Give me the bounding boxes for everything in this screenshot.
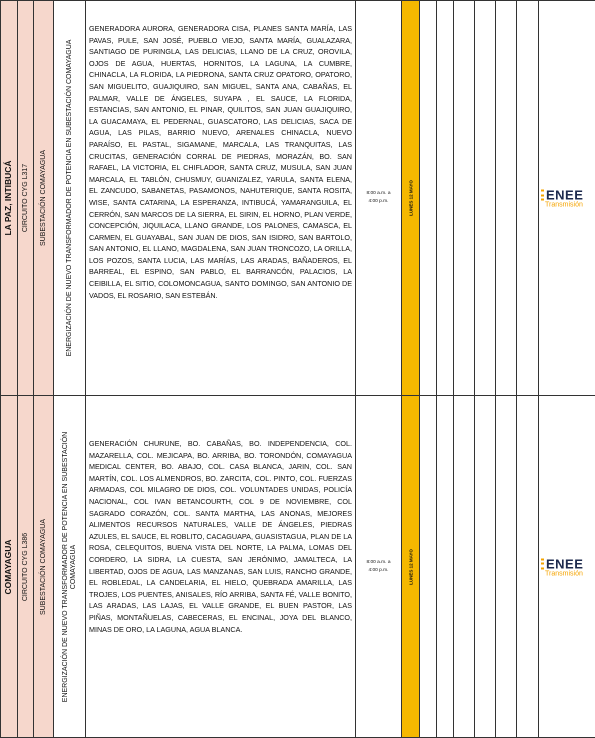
schedule-time xyxy=(356,559,401,575)
department-cell xyxy=(0,396,18,738)
empty-cell xyxy=(475,0,496,396)
substation-label: SUBESTACIÓN COMAYAGUA xyxy=(39,149,47,247)
empty-cell xyxy=(475,396,496,738)
circuit-label: CIRCUITO CYG L317 xyxy=(21,163,29,233)
work-description-line: ENERGIZACIÓN DE NUEVO TRANSFORMADOR DE POTENCIA EN SUBESTACIÓN xyxy=(61,431,69,702)
logo-cell xyxy=(539,396,595,738)
schedule-time-cell xyxy=(356,396,402,738)
circuit-label: CIRCUITO CYG L386 xyxy=(21,532,29,601)
work-description xyxy=(61,431,77,701)
substation-label: SUBESTACIÓN COMAYAGUA xyxy=(39,518,47,615)
affected-areas-cell xyxy=(86,396,356,738)
table-row xyxy=(0,396,595,738)
work-description xyxy=(65,40,73,357)
empty-cell xyxy=(437,396,454,738)
schedule-day-cell xyxy=(402,0,420,396)
department-label: LA PAZ, INTIBUCÁ xyxy=(3,160,14,236)
logo-cell xyxy=(539,0,595,396)
enee-logo xyxy=(541,188,595,209)
empty-cell xyxy=(496,396,517,738)
substation-cell xyxy=(34,396,54,738)
circuit-cell xyxy=(18,0,34,396)
empty-cell xyxy=(437,0,454,396)
logo-bars-icon xyxy=(541,558,544,569)
schedule-day-cell xyxy=(402,396,420,738)
enee-logo xyxy=(541,556,595,577)
work-description-line: COMAYAGUA xyxy=(69,544,77,589)
schedule-day: LUNES 12 MAYO xyxy=(407,180,413,216)
schedule-day: LUNES 12 MAYO xyxy=(407,548,413,585)
logo-word: ENEE xyxy=(546,556,584,571)
empty-cell xyxy=(454,0,475,396)
time-end: 4:00 p.m. xyxy=(368,567,389,573)
empty-cell xyxy=(420,396,437,738)
time-end: 4:00 p.m. xyxy=(368,199,389,204)
logo-bars-icon xyxy=(541,190,544,201)
work-description-cell xyxy=(54,0,86,396)
logo-word: ENEE xyxy=(546,187,584,203)
affected-areas-text: GENERACIÓN CHURUNE, BO. CABAÑAS, BO. INDEPENDENCIA, COL. MAZARELLA, COL. MEJICAPA, BO. ARRIBA, BO. TORONDÓN, COMAYAGUA MEDICAL CENTER, BO. ABAJO, COL. CASA BLANCA, JARIN, COL. SAN MARTÍN, COL. LOS ALMENDROS, BO. ZARCITA, COL. PINTO, COL. FUERZAS ARMADAS, COL MILAGRO DE DIOS, COL. VOLUNTADES UNIDAS, POLICÍA NACIONAL, COL IVAN BETANCOURTH, COL 9 DE NOVIEMBRE, COL SAGRADO CORAZÓN, COL. SANTA MARTHA, LAS ANONAS, MEJORES ALIMENTOS RECURSOS NATURALES, VALLE DE ÁNGELES, PIEDRAS AZULES, EL SAUCE, EL ROBLITO, CACAGUAPA, GUASISTAGUA, PLAN DE LA ROSA, CELEQUITOS, BUENA VISTA DEL NORTE, LA PALMA, LOMAS DEL CORDERO, LA SIDRA, LA CUESTA, SAN JERÓNIMO, JAMALTECA, LA LIBERTAD, OJOS DE AGUA, LAS MANZANAS, SAN LUIS, RANCHO GRANDE, EL ROBLEDAL, LA CANDELARIA, EL HIELO, QUEBRADA AMARILLA, LAS TROJES, LOS PUENTES, ANISALES, RÍO ARRIBA, SANTA FÉ, VALLE BONITO, LAS ARADAS, LAS LAJAS, EL VALLE GRANDE, EL BUEN PASTOR, LAS PIÑAS, MONTAÑUELAS, CABECERAS, EL ENCINAL, JOYA DEL BLANCO, MINAS DE ORO, LA LAGUNA, AGUA BLANCA. xyxy=(89,439,352,634)
time-start: 8:00 a.m. a xyxy=(366,559,391,565)
circuit-cell xyxy=(18,396,34,738)
schedule-time xyxy=(356,190,401,206)
time-start: 8:00 a.m. a xyxy=(366,191,391,196)
empty-cell xyxy=(517,396,539,738)
substation-cell xyxy=(34,0,54,396)
department-cell xyxy=(0,0,18,396)
affected-areas-text: GENERADORA AURORA, GENERADORA CISA, PLANES SANTA MARÍA, LAS PAVAS, PULE, SAN JOSÉ, PUEBLO VIEJO, SANTA MARÍA, GUALAZARA, SANTIAGO DE PURINGLA, LAS DELICIAS, LLANO DE LA CRUZ, OROVILA, OJOS DE AGUA, HUERTAS, HORNITOS, LA LAGUNA, LA CUMBRE, CHINACLA, LA FLORIDA, LA PIEDRONA, SANTA CRUZ OPATORO, OPATORO, SAN MIGUELITO, GUAJIQUIRO, SAN MIGUEL, SANTA ANA, CABAÑAS, EL PALMAR, VALLE DE ÁNGELES, SUYAPA , EL SAUCE, LA FLORIDA, ESTANCIAS, SAN ANTONIO, EL PINAR, QUILITOS, SAN JUAN GUAJIQUIRO, LA GUACAMAYA, EL PEDERNAL, GUASCATORO, LAS DELICIAS, SACA DE AGUA, LAS PILAS, BARRIO NUEVO, ARENALES CHINACLA, NUEVO PARAÍSO, EL PASTAL, SIGAMANE, MARCALA, LAS TRANQUITAS, LAS CRUCITAS, GENERACIÓN CORRAL DE PIEDRAS, MORAZÁN, BO. SAN RAFAEL, LA VICTORIA, EL CHIFLADOR, SANTA CRUZ, MUSULA, SAN JUAN MARCALA, EL TABLÓN, CHUSMUY, GUANIZALEZ, YARULA, SANTA ELENA, EL ZANCUDO, SABANETAS, PASAMONOS, NAHUTERIQUE, SANTA ROSITA, WISE, SANTA CATARINA, LA ESPERANZA, INTIBUCÁ, YAMARANGUILA, EL CERRÓN, SAN MARCOS DE LA SIERRA, EL SIRIN, EL HORNO, PLAN VERDE, CONCEPCIÓN, JIQUILACA, LLANO GRANDE, LOS PALONES, CAMASCA, EL CARMEN, EL GUAYABAL, SAN JUAN DE DIOS, SAN ISIDRO, SAN BARTOLO, SAN ANTONIO, EL LLANO, MAGDALENA, SAN JUAN TRONCOZO, LA ORILLA, LOS POZOS, SANTA LUCIA, LAS MARÍAS, LAS ARADAS, BAÑADEROS, EL BARREAL, EL ESPINO, SAN PABLO, EL BARRANCÓN, PALACIOS, LA CEIBILLA, EL SITIO, COLOMONCAGUA, SANTO DOMINGO, SAN ANTONIO DE VADOS, EL ROSARIO, SAN ESTEBÁN. xyxy=(89,24,352,300)
empty-cell xyxy=(496,0,517,396)
empty-cell xyxy=(454,396,475,738)
affected-areas-cell xyxy=(86,0,356,396)
logo-subtitle: Transmisión xyxy=(545,570,583,577)
department-label: COMAYAGUA xyxy=(3,538,14,595)
logo-subtitle: Transmisión xyxy=(545,201,583,209)
empty-cell xyxy=(517,0,539,396)
schedule-time-cell xyxy=(356,0,402,396)
empty-cell xyxy=(420,0,437,396)
work-description-cell xyxy=(54,396,86,738)
work-description-line: ENERGIZACIÓN DE NUEVO TRANSFORMADOR DE POTENCIA EN SUBESTACIÓN COMAYAGUA xyxy=(65,39,73,357)
